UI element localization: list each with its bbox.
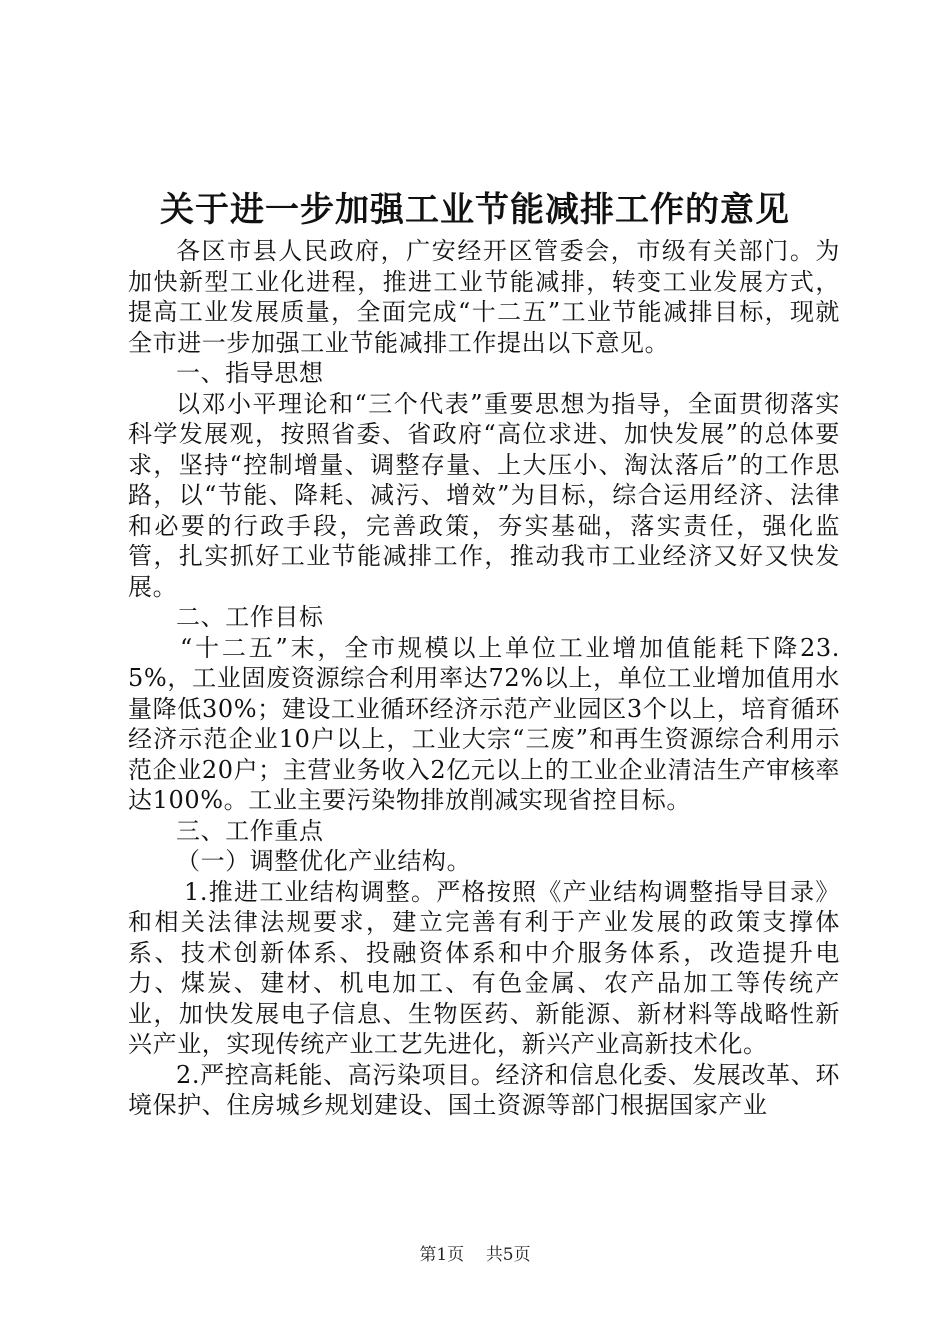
page-footer [0, 1244, 950, 1266]
section-heading-work-goals: 二、工作目标 [176, 603, 324, 631]
paragraph-item-2: 2.严控高耗能、高污染项目。经济和信息化委、发展改革、环境保护、住房城乡规划建设、国土资源等部门根据国家产业 [128, 1060, 840, 1119]
paragraph-work-goals: “十二五”末，全市规模以上单位工业增加值能耗下降23.5%，工业固废资源综合利用率达72%以上，单位工业增加值用水量降低30%；建设工业循环经济示范产业园区3个以上，培育循环经济示范企业10户以上，工业大宗“三废”和再生资源综合利用示范企业20户；主营业务收入2亿元以上的工业企业清洁生产审核率达100%。工业主要污染物排放削减实现省控目标。 [128, 633, 840, 814]
page-number: 第1页 [419, 1245, 465, 1265]
paragraph-item-1: 1.推进工业结构调整。严格按照《产业结构调整指导目录》和相关法律法规要求，建立完善有利于产业发展的政策支撑体系、技术创新体系、投融资体系和中介服务体系，改造提升电力、煤炭、建材、机电加工、有色金属、农产品加工等传统产业，加快发展电子信息、生物医药、新能源、新材料等战略性新兴产业，实现传统产业工艺先进化，新兴产业高新技术化。 [128, 877, 840, 1058]
section-heading-work-focus: 三、工作重点 [176, 816, 324, 845]
document-body [128, 236, 840, 1121]
subsection-heading-industry-structure: （一）调整优化产业结构。 [176, 847, 472, 875]
paragraph-intro: 各区市县人民政府，广安经开区管委会，市级有关部门。为加快新型工业化进程，推进工业节能减排，转变工业发展方式，提高工业发展质量，全面完成“十二五”工业节能减排目标，现就全市进一步加强工业节能减排工作提出以下意见。 [128, 237, 840, 357]
paragraph-guiding-ideology: 以邓小平理论和“三个代表”重要思想为指导，全面贯彻落实科学发展观，按照省委、省政府“高位求进、加快发展”的总体要求，坚持“控制增量、调整存量、上大压小、淘汰落后”的工作思路，以“节能、降耗、减污、增效”为目标，综合运用经济、法律和必要的行政手段，完善政策，夯实基础，落实责任，强化监管，扎实抓好工业节能减排工作，推动我市工业经济又好又快发展。 [128, 389, 840, 601]
section-heading-guiding-ideology: 一、指导思想 [176, 359, 324, 387]
page-total: 共5页 [485, 1245, 531, 1265]
document-title: 关于进一步加强工业节能减排工作的意见 [160, 190, 790, 230]
